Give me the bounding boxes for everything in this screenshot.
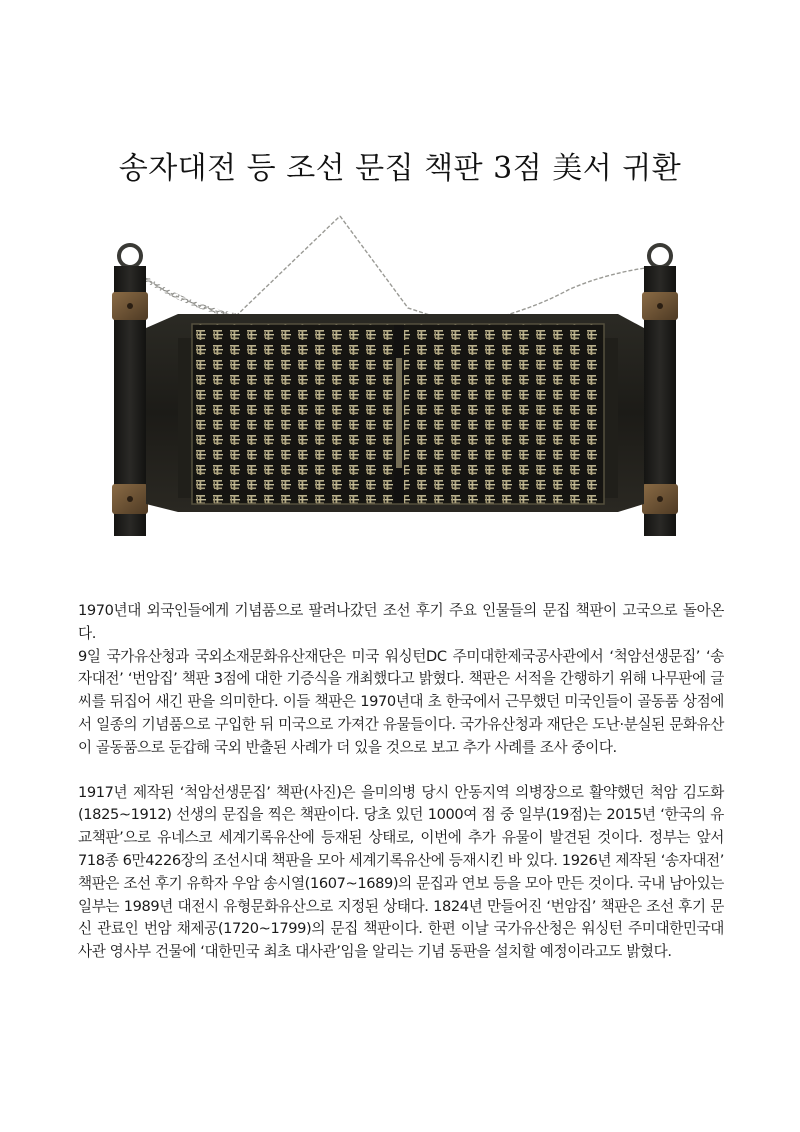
paragraph-detail: 9일 국가유산청과 국외소재문화유산재단은 미국 워싱턴DC 주미대한제국공사관에서 ‘척암선생문집’ ‘송자대전’ ‘번암집’ 책판 3점에 대한 기증식을 개최했다고 밝혔다. 책판은 서적을 간행하기 위해 나무판에 글씨를 뒤집어 새긴 판을 의미한다. 이들 책판은 1970년대 초 한국에서 근무했던 미국인들이 골동품 상점에서 일종의 기념품으로 구입한 뒤 미국으로 가져간 유물들이다. 국가유산청과 재단은 도난·분실된 문화유산이 골동품으로 둔갑해 국외 반출된 사례가 더 있을 것으로 보고 추가 사례를 조사 중이다. xyxy=(78,647,724,756)
article-body xyxy=(78,600,724,964)
woodblock-photo xyxy=(108,208,692,560)
paragraph-background: 1917년 제작된 ‘척암선생문집’ 책판(사진)은 을미의병 당시 안동지역 의병장으로 활약했던 척암 김도화(1825~1912) 선생의 문집을 찍은 책판이다. 당초 있던 1000여 점 중 일부(19점)는 2015년 ‘한국의 유교책판’으로 유네스코 세계기록유산에 등재된 상태로, 이번에 추가 유물이 발견된 것이다. 정부는 앞서 718종 6만4226장의 조선시대 책판을 모아 세계기록유산에 등재시킨 바 있다. 1926년 제작된 ‘송자대전’ 책판은 조선 후기 유학자 우암 송시열(1607~1689)의 문집과 연보 등을 모아 만든 것이다. 국내 남아있는 일부는 1989년 대전시 유형문화유산으로 지정된 상태다. 1824년 만들어진 ‘번암집’ 책판은 조선 후기 문신 관료인 번암 채제공(1720~1799)의 문집 책판이다. 한편 이날 국가유산청은 워싱턴 주미대한민국대사관 영사부 건물에 ‘대한민국 최초 대사관’임을 알리는 기념 동판을 설치할 예정이라고도 밝혔다. xyxy=(78,783,724,961)
article-title: 송자대전 등 조선 문집 책판 3점 美서 귀환 xyxy=(118,151,682,186)
paragraph-lead: 1970년대 외국인들에게 기념품으로 팔려나갔던 조선 후기 주요 인물들의 문집 책판이 고국으로 돌아온다. xyxy=(78,602,724,642)
